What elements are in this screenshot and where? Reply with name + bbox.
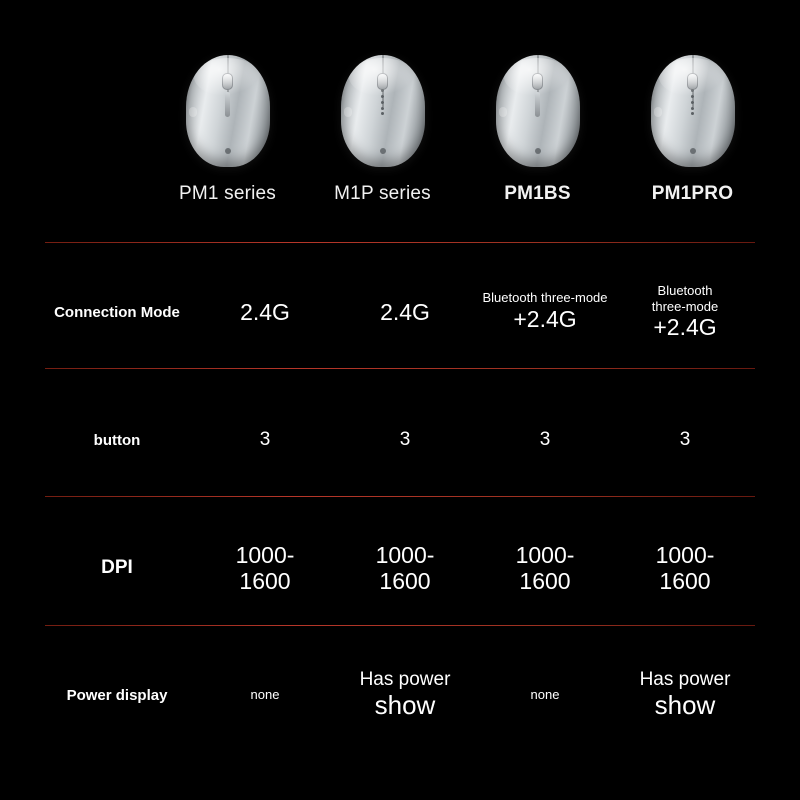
cell-connection-mode-1 <box>195 299 335 325</box>
product-column-2 <box>305 55 460 240</box>
cell-dpi-4 <box>615 542 755 595</box>
cell-power-4 <box>615 669 755 721</box>
cell-value: none <box>250 686 280 702</box>
mouse-icon <box>186 55 270 167</box>
cell-connection-mode-4 <box>615 283 755 341</box>
cell-value: 2.4G <box>240 298 290 325</box>
cell-value-line2: 1600 <box>659 568 711 594</box>
cell-value-line1: Bluetooth three-mode <box>482 290 608 306</box>
spec-row-power-display <box>45 645 755 745</box>
cell-dpi-2 <box>335 542 475 595</box>
cell-button-2 <box>335 429 475 451</box>
product-name-1: PM1 series <box>178 183 277 204</box>
cell-value-line1: Bluetooth three-mode <box>651 283 719 314</box>
cell-value-line2: 1600 <box>519 568 571 594</box>
cell-value: 3 <box>679 429 691 451</box>
cell-value-line2: 1600 <box>379 568 431 594</box>
cell-button-4 <box>615 429 755 451</box>
spec-row-button <box>45 390 755 490</box>
product-name-3: PM1BS <box>504 183 571 204</box>
row-label-button: button <box>93 431 141 449</box>
cell-value-line2: show <box>654 689 716 720</box>
cell-value: 3 <box>539 429 551 451</box>
row-label-power-display: Power display <box>66 686 168 704</box>
divider-2 <box>45 368 755 369</box>
mouse-icon <box>341 55 425 167</box>
cell-value: 3 <box>259 429 271 451</box>
cell-dpi-1 <box>195 542 335 595</box>
spec-row-connection-mode <box>45 262 755 362</box>
cell-value-line1: 1000- <box>375 541 435 568</box>
cell-value-line2: show <box>374 689 436 720</box>
product-header-row <box>150 55 770 240</box>
cell-power-2 <box>335 669 475 721</box>
row-label-dpi: DPI <box>101 557 133 578</box>
cell-connection-mode-2 <box>335 299 475 325</box>
cell-value-line1: Has power <box>359 669 451 691</box>
cell-dpi-3 <box>475 542 615 595</box>
cell-value-line1: 1000- <box>235 541 295 568</box>
cell-connection-mode-3 <box>475 291 615 332</box>
cell-value: 3 <box>399 429 411 451</box>
cell-value-line1: 1000- <box>515 541 575 568</box>
divider-1 <box>45 242 755 243</box>
cell-value-line1: Has power <box>639 669 731 691</box>
cell-value-line2: 1600 <box>239 568 291 594</box>
mouse-icon <box>651 55 735 167</box>
divider-3 <box>45 496 755 497</box>
cell-power-3 <box>475 688 615 703</box>
cell-value-line2: +2.4G <box>653 314 717 341</box>
product-column-4 <box>615 55 770 240</box>
product-column-3 <box>460 55 615 240</box>
spec-row-dpi <box>45 518 755 618</box>
product-column-1 <box>150 55 305 240</box>
cell-button-1 <box>195 429 335 451</box>
cell-value-line1: 1000- <box>655 541 715 568</box>
divider-4 <box>45 625 755 626</box>
cell-value: none <box>530 686 560 702</box>
row-label-connection-mode: Connection Mode <box>54 303 180 321</box>
cell-button-3 <box>475 429 615 451</box>
product-name-2: M1P series <box>334 183 431 204</box>
cell-value-line2: +2.4G <box>513 306 577 333</box>
product-name-4: PM1PRO <box>651 183 734 204</box>
cell-power-1 <box>195 688 335 703</box>
cell-value: 2.4G <box>380 298 430 325</box>
mouse-icon <box>496 55 580 167</box>
